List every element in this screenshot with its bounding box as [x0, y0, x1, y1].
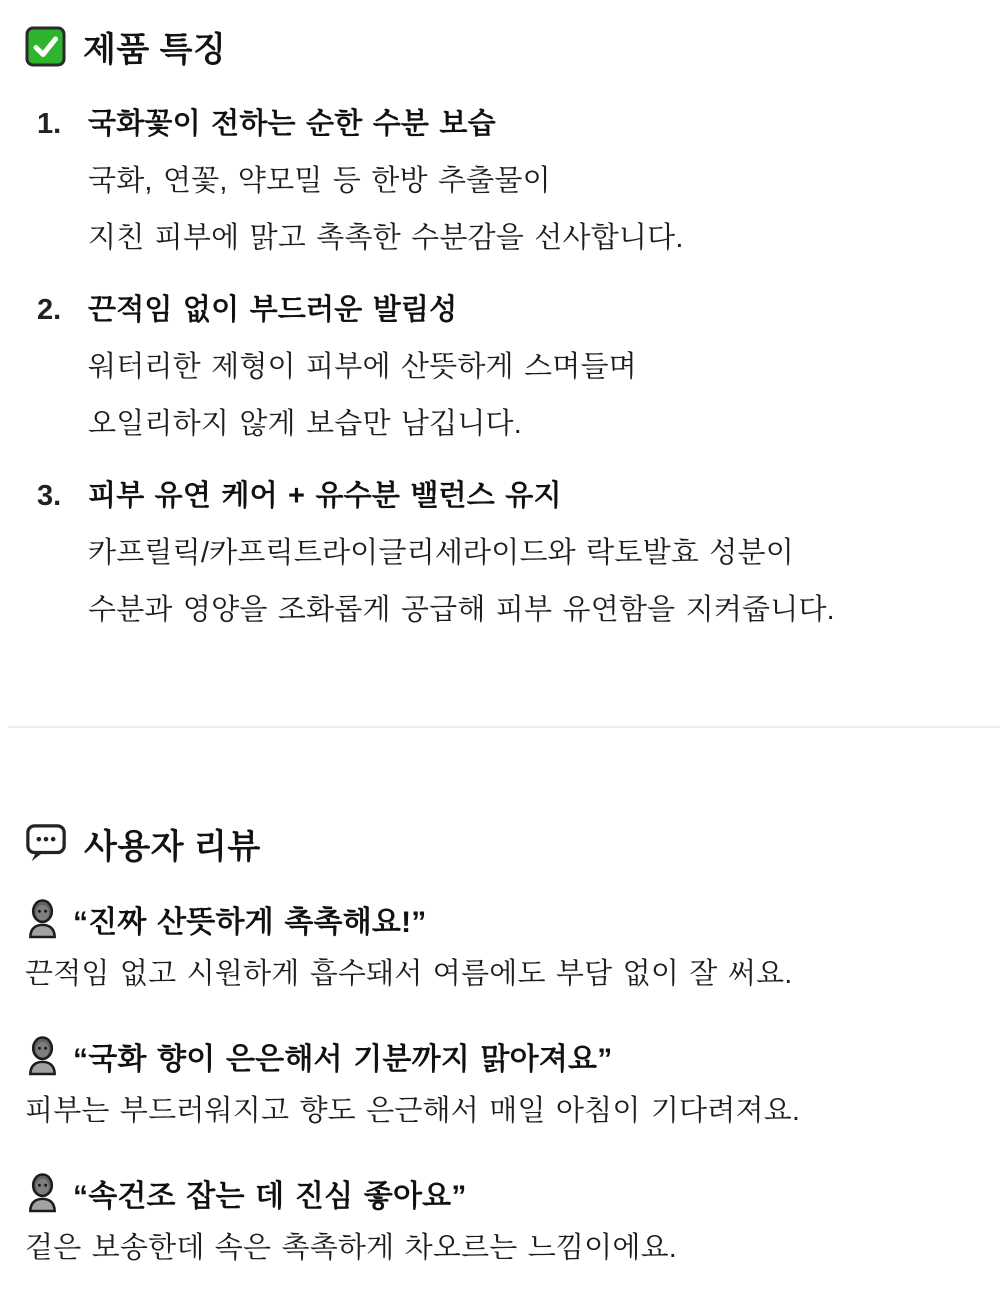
feature-title: 국화꽃이 전하는 순한 수분 보습: [88, 108, 496, 140]
review-quote: “진짜 산뜻하게 촉촉해요!”: [73, 906, 427, 939]
review-body: 끈적임 없고 시원하게 흡수돼서 여름에도 부담 없이 잘 써요.: [25, 958, 793, 990]
review-item: [25, 1170, 980, 1277]
reviews-section-header: [25, 820, 980, 866]
list-item: [25, 282, 980, 453]
list-item: [25, 468, 980, 639]
reviews-section-title: 사용자 리뷰: [84, 827, 261, 866]
review-body: 피부는 부드러워지고 향도 은근해서 매일 아침이 기다려져요.: [25, 1095, 801, 1127]
features-list: [25, 96, 980, 639]
list-item: [25, 96, 980, 267]
review-body: 겉은 보송한데 속은 촉촉하게 차오르는 느낌이에요.: [25, 1232, 678, 1264]
list-item-number: 3.: [37, 480, 62, 512]
review-quote: “속건조 잡는 데 진심 좋아요”: [73, 1180, 467, 1213]
feature-title: 끈적임 없이 부드러운 발림성: [88, 294, 458, 326]
feature-line: 국화, 연꽃, 약모밀 등 한방 추출물이: [88, 165, 551, 197]
person-icon: [25, 1173, 60, 1213]
list-item-number: 1.: [37, 108, 62, 140]
person-icon: [25, 899, 60, 939]
person-icon: [25, 1036, 60, 1076]
check-box-icon: [25, 26, 66, 67]
feature-line: 워터리한 제형이 피부에 산뜻하게 스며들며: [88, 351, 637, 383]
review-item: [25, 896, 980, 1003]
feature-line: 지친 피부에 맑고 촉촉한 수분감을 선사합니다.: [88, 222, 684, 254]
review-quote: “국화 향이 은은해서 기분까지 맑아져요”: [73, 1043, 613, 1076]
section-divider: [8, 726, 1000, 728]
feature-line: 수분과 영양을 조화롭게 공급해 피부 유연함을 지켜줍니다.: [88, 594, 835, 626]
features-section-header: [25, 23, 980, 69]
feature-title: 피부 유연 케어 + 유수분 밸런스 유지: [88, 480, 562, 512]
feature-line: 카프릴릭/카프릭트라이글리세라이드와 락토발효 성분이: [88, 537, 794, 569]
features-section-title: 제품 특징: [83, 30, 227, 69]
review-item: [25, 1033, 980, 1140]
list-item-number: 2.: [37, 294, 62, 326]
speech-bubble-icon: [25, 822, 67, 864]
feature-line: 오일리하지 않게 보습만 남깁니다.: [88, 408, 523, 440]
